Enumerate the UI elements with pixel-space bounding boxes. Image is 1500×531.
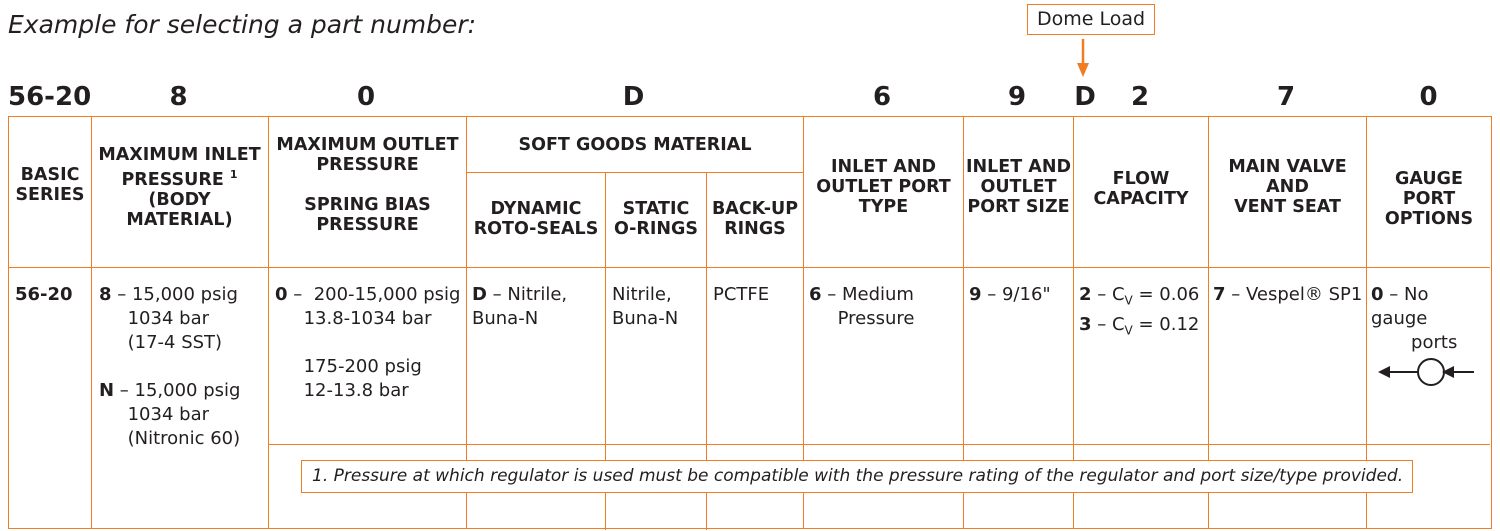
header-max-inlet-pressure: MAXIMUM INLET PRESSURE $^1$ (BODY MATERIAL)	[98, 145, 261, 230]
header-main-valve-vent-seat: MAIN VALVE AND VENT SEAT	[1228, 157, 1347, 217]
header-basic-series: BASIC SERIES	[15, 165, 85, 205]
footnote: 1. Pressure at which regulator is used must be compatible with the pressure rating of the regulator and port size/type provided.	[301, 460, 1413, 493]
value-flow-capacity: $2 - C_V = 0.06$ $3 - C_V = 0.12$	[1079, 284, 1200, 338]
digit-8: 7	[1276, 82, 1296, 112]
header-port-size: INLET AND OUTLET PORT SIZE	[965, 157, 1071, 217]
flow-through-valve-icon	[1376, 352, 1486, 392]
header-back-up-rings: BACK-UP RINGS	[711, 199, 799, 239]
digit-6: D	[1074, 82, 1096, 112]
header-max-outlet-pressure: MAXIMUM OUTLET PRESSURE SPRING BIAS PRESSURE	[276, 135, 459, 235]
digit-0: 56-20	[8, 82, 92, 112]
header-flow-capacity: FLOW CAPACITY	[1093, 169, 1189, 209]
value-dynamic-roto-seals: D – Nitrile, Buna-N	[472, 284, 568, 329]
body-bottom-rule	[268, 444, 1490, 445]
col-divider-2	[268, 117, 269, 528]
digit-2: 0	[356, 82, 376, 112]
part-number-digits	[0, 82, 1500, 114]
dome-load-callout: Dome Load	[1027, 4, 1155, 35]
value-static-o-rings: Nitrile, Buna-N	[612, 284, 679, 329]
digit-9: 0	[1419, 82, 1438, 112]
header-dynamic-roto-seals: DYNAMIC ROTO-SEALS	[473, 199, 599, 239]
value-gauge-port-options: 0 – No gauge ports	[1371, 284, 1458, 353]
value-max-inlet-pressure: 8 – 15,000 psig 1034 bar (17-4 SST) N – 15,000 psig 1034 bar (Nitronic 60)	[99, 284, 241, 449]
soft-goods-sub-rule	[466, 172, 803, 173]
value-port-type: 6 – Medium Pressure	[809, 284, 915, 329]
header-static-o-rings: STATIC O-RINGS	[613, 199, 699, 239]
header-bottom-rule	[9, 267, 1490, 268]
header-soft-goods-material: SOFT GOODS MATERIAL	[518, 135, 752, 155]
value-port-size: 9 – 9/16"	[969, 284, 1051, 305]
value-basic-series: 56-20	[15, 284, 73, 305]
value-max-outlet-pressure: 0 – 200-15,000 psig 13.8-1034 bar 175-200 psig 12-13.8 bar	[275, 284, 461, 401]
header-port-type: INLET AND OUTLET PORT TYPE	[816, 157, 951, 217]
selection-table	[8, 116, 1492, 529]
col-divider-1	[91, 117, 92, 528]
digit-3: D	[622, 82, 645, 112]
digit-7: 2	[1130, 82, 1150, 112]
value-back-up-rings: PCTFE	[713, 284, 770, 305]
digit-5: 9	[1007, 82, 1027, 112]
value-main-valve-vent-seat: 7 – Vespel® SP1	[1213, 284, 1363, 305]
digit-1: 8	[169, 82, 188, 112]
page-title: Example for selecting a part number:	[8, 10, 477, 39]
down-arrow-icon	[1076, 39, 1090, 77]
digit-4: 6	[872, 82, 892, 112]
header-gauge-port-options: GAUGE PORT OPTIONS	[1384, 169, 1474, 229]
